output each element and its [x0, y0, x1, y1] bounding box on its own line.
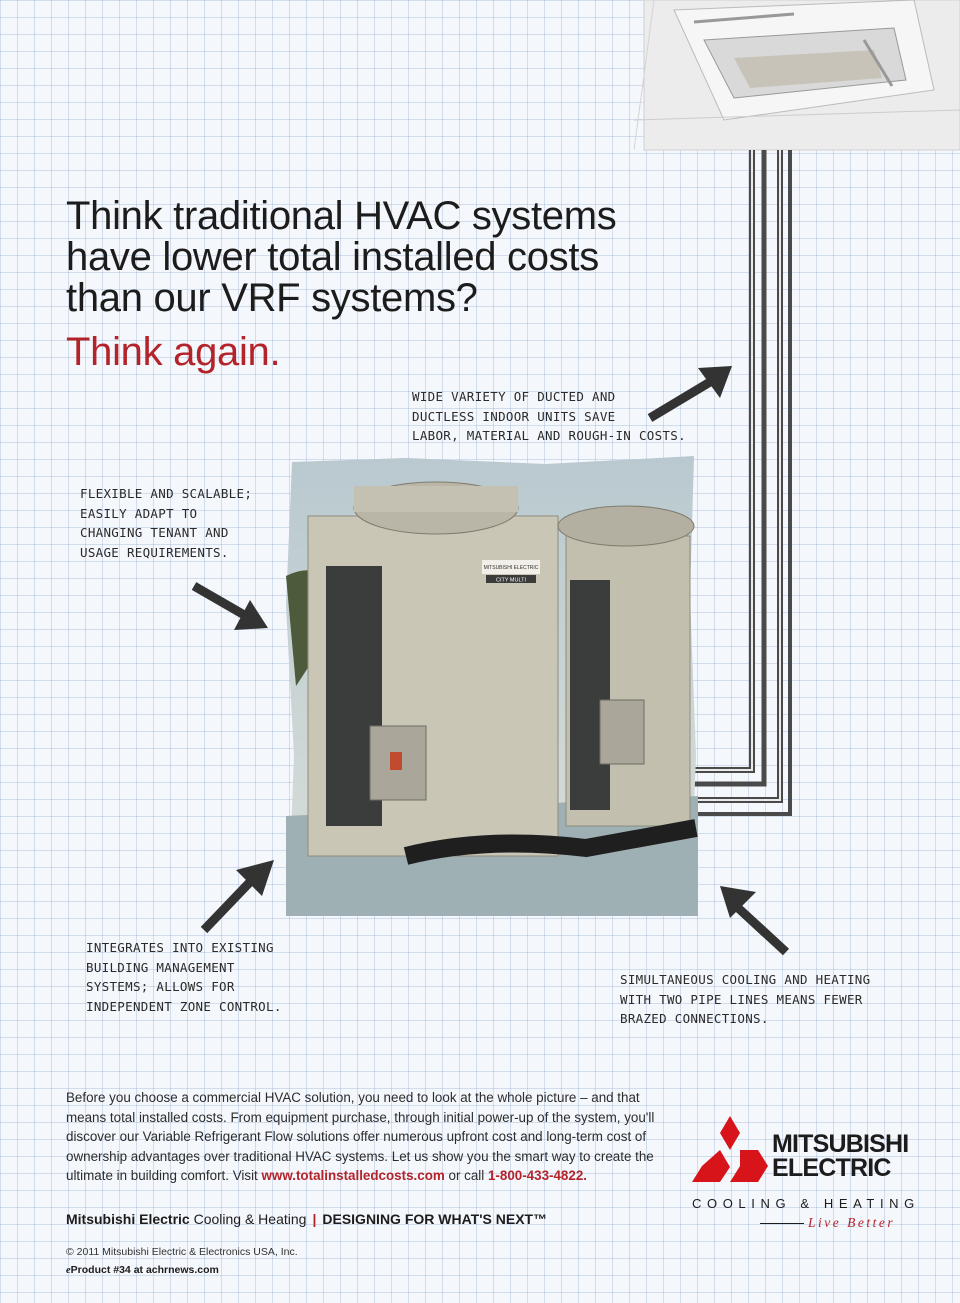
tagline-brand: Mitsubishi Electric — [66, 1211, 190, 1227]
unit-model-label: CITY MULTI — [495, 577, 527, 584]
callout-line: INTEGRATES INTO EXISTING — [86, 940, 274, 955]
logo-wordmark-line-2: ELECTRIC — [772, 1154, 891, 1182]
callout-simultaneous — [620, 970, 870, 1029]
headline-line-3: than our VRF systems? — [66, 276, 478, 320]
arrow-down-right-icon — [184, 576, 294, 666]
unit-brand-label: MITSUBISHI ELECTRIC — [483, 565, 539, 571]
eproduct-reference — [66, 1264, 219, 1276]
headline-line-2: have lower total installed costs — [66, 235, 599, 279]
logo-wordmark-line-1: MITSUBISHI — [772, 1130, 909, 1158]
body-text: Before you choose a commercial HVAC solution, you need to look at the whole picture – and that means total installed costs. From equipment purchase, through initial power-up of the system, you'll discover our Variable Refrigerant Flow solutions offer numerous upfront cost and long-term cost of ownership advantages over traditional HVAC systems. Let us show you the smart way to create the ultimate in building comfort. Visit — [66, 1090, 655, 1184]
arrow-up-right-icon — [190, 852, 300, 942]
arrow-up-right-icon — [640, 360, 750, 450]
eproduct-text: Product #34 at achrnews.com — [70, 1264, 219, 1276]
arrow-up-left-icon — [700, 876, 810, 966]
slogan-rule — [760, 1223, 804, 1224]
logo-slogan: Live Better — [808, 1215, 896, 1230]
subheadline: Think again. — [66, 330, 281, 374]
headline — [66, 196, 706, 319]
headline-line-1: Think traditional HVAC systems — [66, 194, 617, 238]
outdoor-units-photo — [286, 456, 698, 916]
tagline-slogan: DESIGNING FOR WHAT'S NEXT™ — [322, 1211, 548, 1227]
callout-line: USAGE REQUIREMENTS. — [80, 544, 229, 560]
callout-line: INDEPENDENT ZONE CONTROL. — [86, 998, 282, 1014]
callout-line: FLEXIBLE AND SCALABLE; — [80, 486, 253, 501]
logo-division: COOLING & HEATING — [692, 1196, 920, 1211]
ceiling-cassette-image — [634, 0, 960, 160]
call-prefix: or call — [444, 1168, 488, 1184]
copyright-text: © 2011 Mitsubishi Electric & Electronics USA, Inc. — [66, 1246, 298, 1258]
callout-flexible — [80, 484, 252, 562]
website-link[interactable]: www.totalinstalledcosts.com — [261, 1168, 445, 1184]
phone-number: 1-800-433-4822. — [487, 1168, 587, 1184]
callout-line: LABOR, MATERIAL AND ROUGH-IN COSTS. — [412, 428, 686, 443]
body-copy — [66, 1088, 666, 1186]
callout-integrates — [86, 938, 282, 1016]
callout-line: BUILDING MANAGEMENT — [86, 959, 235, 975]
refrigerant-pipes-illustration — [680, 150, 960, 850]
callout-line: BRAZED CONNECTIONS. — [620, 1011, 769, 1026]
tagline — [66, 1210, 547, 1228]
callout-line: CHANGING TENANT AND — [80, 525, 229, 540]
tagline-separator: | — [312, 1211, 317, 1227]
callout-line: SYSTEMS; ALLOWS FOR — [86, 979, 235, 994]
callout-line: EASILY ADAPT TO — [80, 505, 198, 521]
callout-line: WIDE VARIETY OF DUCTED AND — [412, 389, 616, 404]
callout-line: WITH TWO PIPE LINES MEANS FEWER — [620, 991, 863, 1007]
eproduct-prefix: e — [66, 1265, 71, 1276]
callout-line: SIMULTANEOUS COOLING AND HEATING — [620, 972, 871, 987]
tagline-division: Cooling & Heating — [189, 1211, 307, 1227]
callout-line: DUCTLESS INDOOR UNITS SAVE — [412, 408, 616, 424]
three-diamonds-logo-icon — [692, 1116, 768, 1182]
